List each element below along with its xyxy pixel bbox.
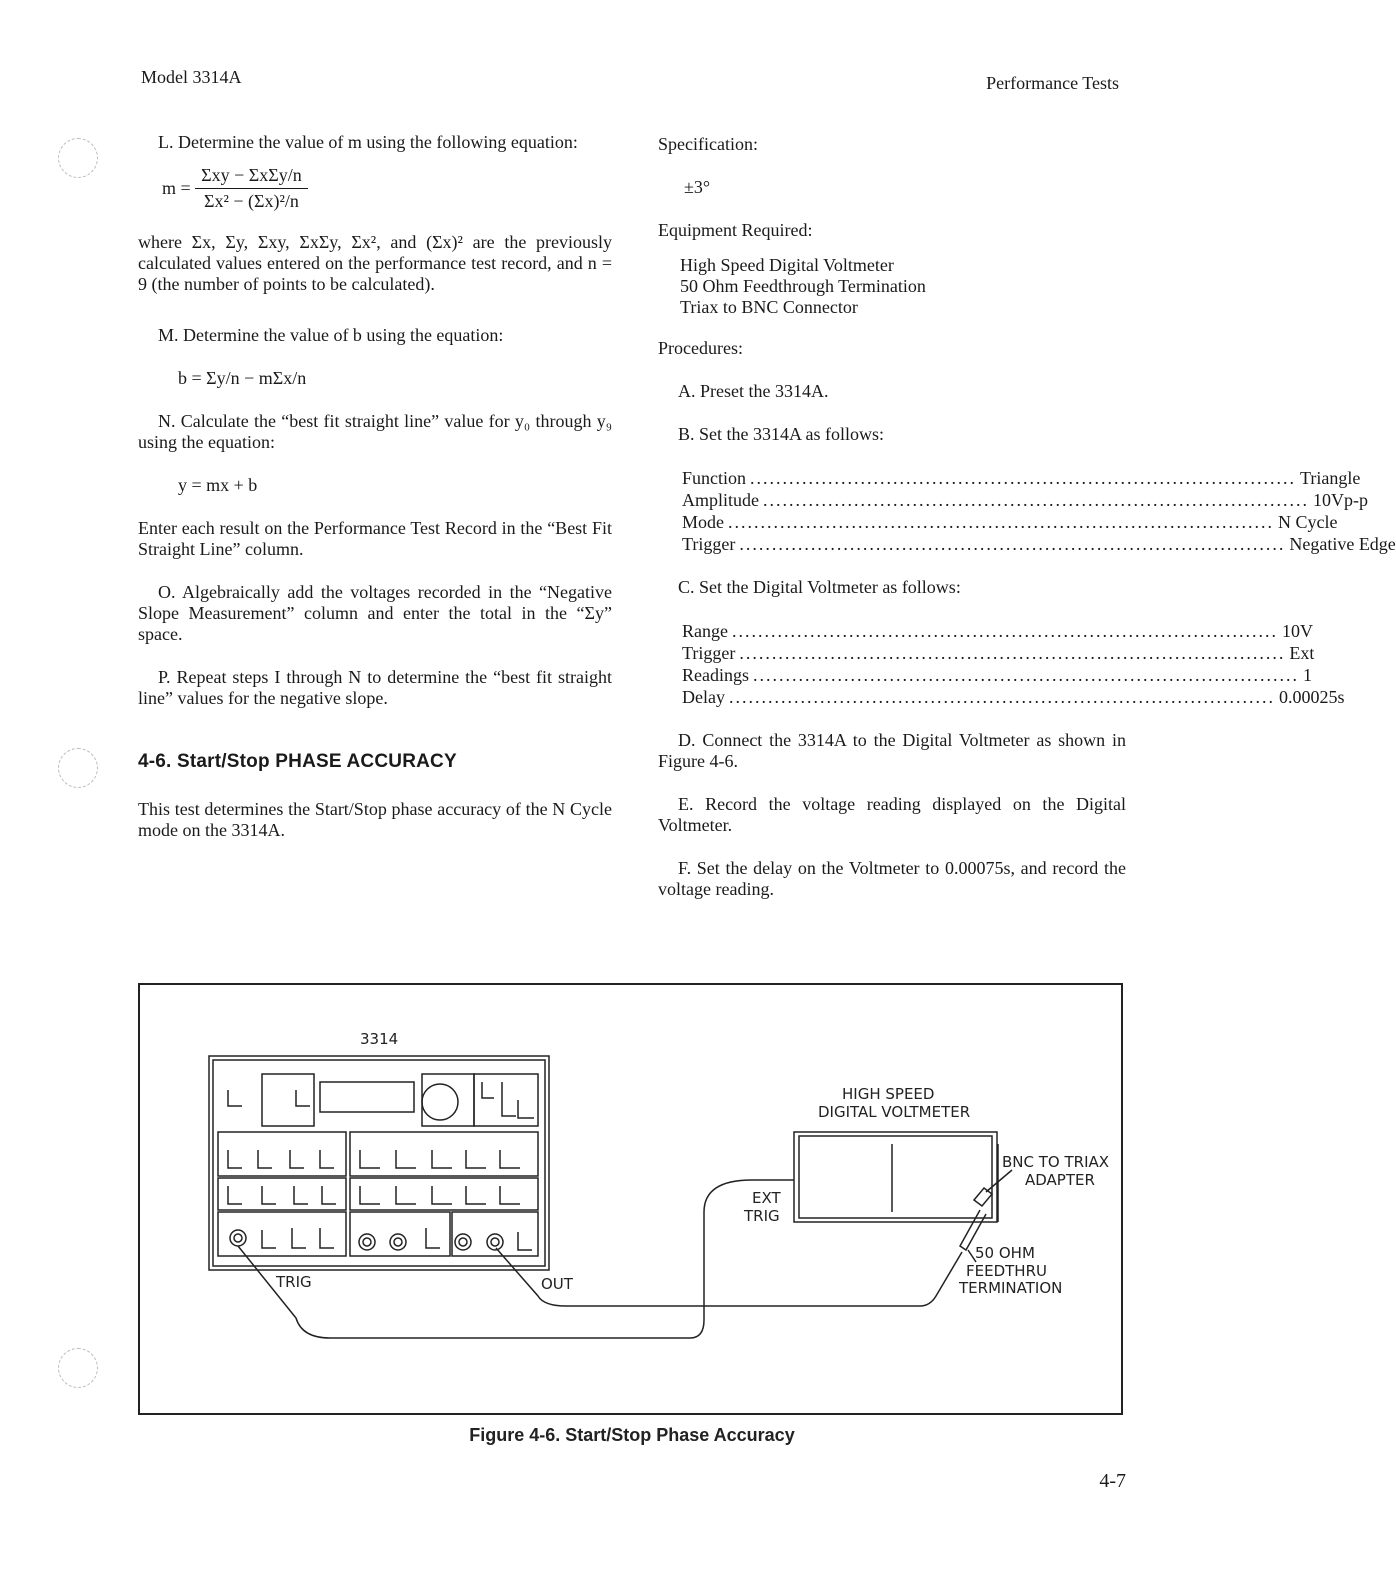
figure-caption: Figure 4-6. Start/Stop Phase Accuracy xyxy=(469,1425,795,1445)
step-n: N. Calculate the “best fit straight line” value for y₀ through y₉ using the equation: xyxy=(138,411,612,452)
procedures-label: Procedures: xyxy=(658,338,743,358)
setting-label: Mode xyxy=(682,512,724,532)
setting-label: Delay xyxy=(682,687,725,707)
setting-value: 10V xyxy=(1281,621,1313,641)
equipment-item: High Speed Digital Voltmeter xyxy=(680,255,894,275)
adapter-label-1: BNC TO TRIAX xyxy=(1002,1153,1110,1171)
step-f: F. Set the delay on the Voltmeter to 0.00075s, and record the voltage reading. xyxy=(658,858,1126,899)
setting-row: Mode .................................................................................... N Cycle xyxy=(682,512,1338,532)
equation-m-lhs: m = xyxy=(162,178,191,198)
equation-m-numerator: Σxy − ΣxΣy/n xyxy=(195,165,308,189)
out-output-label: OUT xyxy=(541,1275,573,1293)
step-b: B. Set the 3314A as follows: xyxy=(678,424,884,444)
trig-output-label: TRIG xyxy=(276,1273,312,1291)
bnc-triax-adapter xyxy=(960,1170,1012,1250)
termination-label-3: TERMINATION xyxy=(959,1279,1063,1297)
spec-value: ±3° xyxy=(684,177,711,197)
instrument-label: 3314 xyxy=(360,1030,399,1048)
step-c: C. Set the Digital Voltmeter as follows: xyxy=(678,577,961,597)
step-p: P. Repeat steps I through N to determine the “best fit straight line” values for the negative slope. xyxy=(138,667,612,708)
setting-label: Function xyxy=(682,468,747,488)
adapter-label-2: ADAPTER xyxy=(1025,1171,1095,1189)
step-o: O. Algebraically add the voltages recorded in the “Negative Slope Measurement” column and enter the total in the “Σy” space. xyxy=(138,582,612,644)
setting-value: Negative Edge xyxy=(1289,534,1396,554)
setting-label: Readings xyxy=(682,665,749,685)
setting-label: Trigger xyxy=(682,643,736,663)
step-l: L. Determine the value of m using the following equation: xyxy=(158,132,578,152)
setting-row: Trigger .................................................................................... Negative Edge xyxy=(682,534,1396,554)
setting-value: Triangle xyxy=(1300,468,1361,488)
enter-text: Enter each result on the Performance Test Record in the “Best Fit Straight Line” column. xyxy=(138,518,612,559)
setting-value: 10Vp-p xyxy=(1313,490,1368,510)
dvm-label-line2: DIGITAL VOLTMETER xyxy=(818,1103,971,1121)
equipment-label: Equipment Required: xyxy=(658,220,813,240)
step-d: D. Connect the 3314A to the Digital Voltmeter as shown in Figure 4-6. xyxy=(658,730,1126,771)
page-number: 4-7 xyxy=(1099,1470,1126,1492)
step-e: E. Record the voltage reading displayed on the Digital Voltmeter. xyxy=(658,794,1126,835)
setting-label: Trigger xyxy=(682,534,736,554)
section-intro: This test determines the Start/Stop phase accuracy of the N Cycle mode on the 3314A. xyxy=(138,799,612,840)
step-m: M. Determine the value of b using the equation: xyxy=(158,325,504,345)
ext-trig-label-2: TRIG xyxy=(744,1207,780,1225)
equation-m-denominator: Σx² − (Σx)²/n xyxy=(204,191,299,211)
section-heading: 4-6. Start/Stop PHASE ACCURACY xyxy=(138,751,457,772)
setting-value: 1 xyxy=(1303,665,1312,685)
equipment-item: 50 Ohm Feedthrough Termination xyxy=(680,276,926,296)
setting-row: Function .................................................................................... Triangle xyxy=(682,468,1361,488)
dvm-label-line1: HIGH SPEED xyxy=(842,1085,935,1103)
setting-row: Range .................................................................................... 10V xyxy=(682,621,1313,641)
instrument-3314 xyxy=(209,1056,549,1270)
header-section: Performance Tests xyxy=(986,73,1119,93)
setting-label: Amplitude xyxy=(682,490,759,510)
setting-value: N Cycle xyxy=(1278,512,1338,532)
step-a: A. Preset the 3314A. xyxy=(678,381,829,401)
setting-row: Trigger .................................................................................... Ext xyxy=(682,643,1315,663)
termination-label-1: 50 OHM xyxy=(975,1244,1035,1262)
equation-b: b = Σy/n − mΣx/n xyxy=(178,368,307,388)
cables xyxy=(238,1180,976,1338)
where-text: where Σx, Σy, Σxy, ΣxΣy, Σx², and (Σx)² are the previously calculated values entered on the performance test record, and n = 9 (the number of points to be calculated). xyxy=(138,232,612,294)
setting-label: Range xyxy=(682,621,728,641)
equation-y: y = mx + b xyxy=(178,475,258,495)
setting-row: Amplitude .................................................................................... 10Vp-p xyxy=(682,490,1368,510)
setting-row: Delay .................................................................................... 0.00025s xyxy=(682,687,1345,707)
header-model: Model 3314A xyxy=(141,67,242,87)
setting-value: 0.00025s xyxy=(1278,687,1345,707)
equipment-item: Triax to BNC Connector xyxy=(680,297,858,317)
setting-row: Readings .................................................................................... 1 xyxy=(682,665,1312,685)
digital-voltmeter xyxy=(794,1132,998,1222)
setting-value: Ext xyxy=(1289,643,1315,663)
termination-label-2: FEEDTHRU xyxy=(966,1262,1047,1280)
ext-trig-label-1: EXT xyxy=(752,1189,781,1207)
spec-label: Specification: xyxy=(658,134,758,154)
